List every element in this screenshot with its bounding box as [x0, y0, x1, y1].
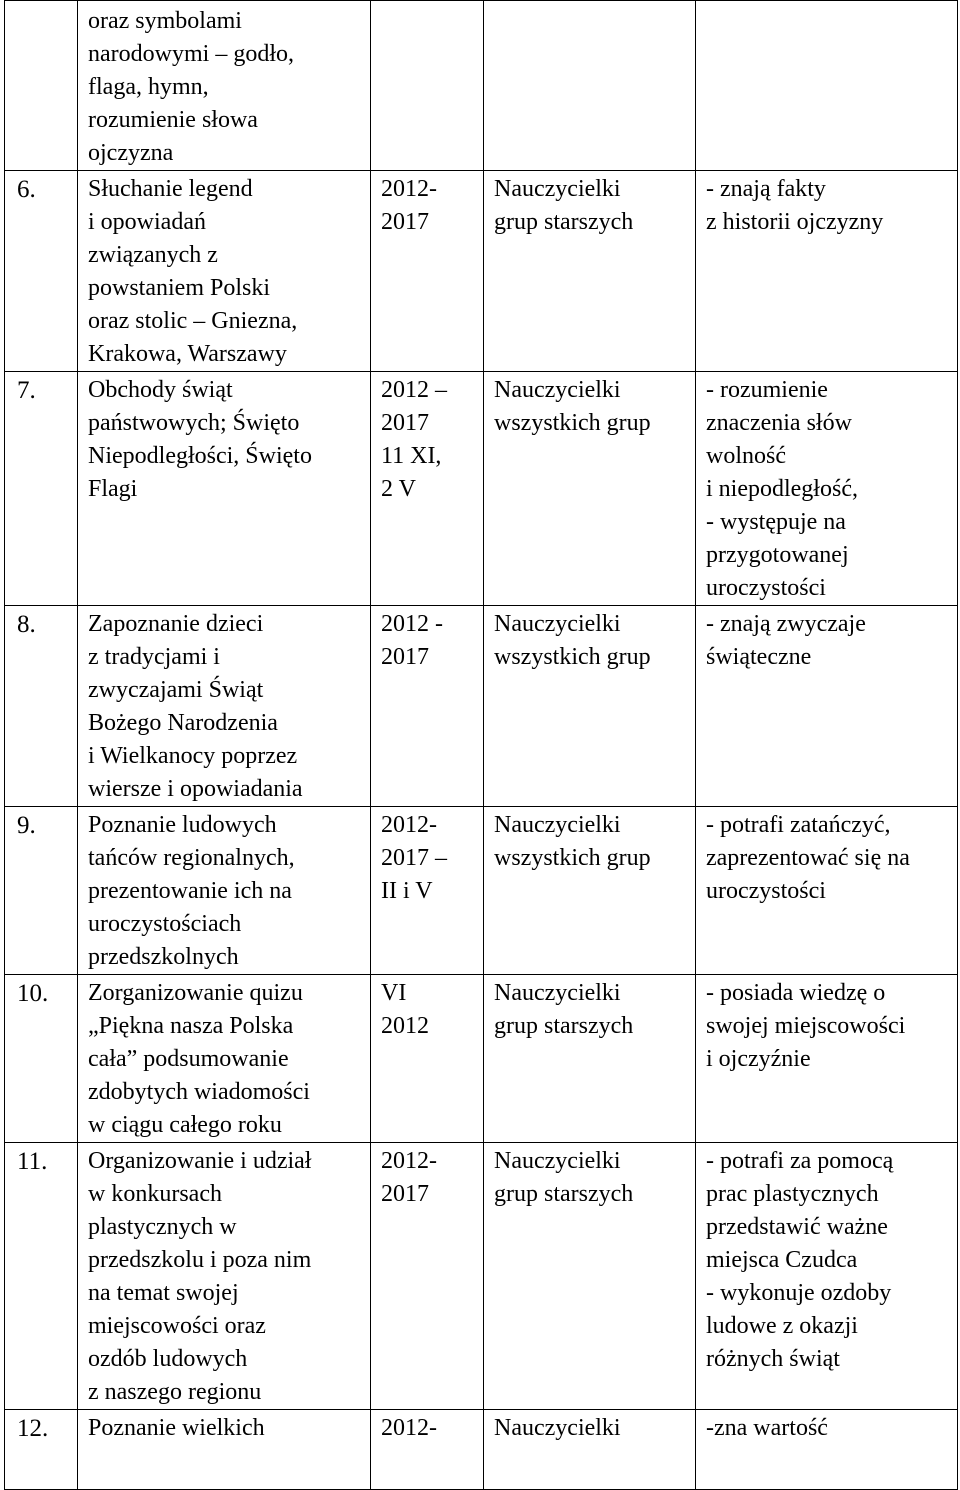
row-number: 7. — [5, 372, 78, 606]
task-cell-line: Słuchanie legend — [88, 176, 253, 202]
date-cell-line: 2017 — [381, 209, 429, 235]
task-cell — [78, 1143, 371, 1410]
task-cell-line: przedszkolu i poza nim — [88, 1247, 312, 1273]
row-number: 12. — [5, 1410, 78, 1490]
date-cell-line: 2012 — [381, 1013, 429, 1039]
task-cell — [78, 807, 371, 975]
date-cell-line: 2012- — [381, 1148, 437, 1174]
task-cell-line: plastycznych w — [88, 1214, 237, 1240]
effect-cell-line: - rozumienie — [706, 377, 828, 403]
task-cell-line: w konkursach — [88, 1181, 222, 1207]
responsible-cell-line: Nauczycielki — [494, 176, 621, 202]
task-cell-line: uroczystościach — [88, 911, 242, 937]
date-cell — [371, 807, 484, 975]
effect-cell-line: - potrafi zatańczyć, — [706, 812, 891, 838]
effect-cell-line: - znają zwyczaje — [706, 611, 866, 637]
task-cell-line: prezentowanie ich na — [88, 878, 292, 904]
task-cell — [78, 1, 371, 171]
responsible-cell — [484, 1410, 696, 1490]
responsible-cell-line: Nauczycielki — [494, 812, 621, 838]
program-table-body — [5, 1, 958, 1490]
task-cell-line: na temat swojej — [88, 1280, 239, 1306]
date-cell-line: 2017 — [381, 410, 429, 436]
table-row — [5, 372, 958, 606]
task-cell-line: Niepodległości, Święto — [88, 443, 312, 469]
task-cell-line: w ciągu całego roku — [88, 1112, 282, 1138]
table-row — [5, 1, 958, 171]
task-cell-line: Organizowanie i udział — [88, 1148, 312, 1174]
task-cell-line: przedszkolnych — [88, 944, 239, 970]
date-cell-line: 2 V — [381, 476, 416, 502]
responsible-cell-line: grup starszych — [494, 1181, 634, 1207]
task-cell — [78, 606, 371, 807]
table-row — [5, 807, 958, 975]
date-cell — [371, 606, 484, 807]
effect-cell — [696, 807, 958, 975]
date-cell — [371, 1, 484, 171]
task-cell-line: ozdób ludowych — [88, 1346, 248, 1372]
date-cell — [371, 1410, 484, 1490]
task-cell-line: Zapoznanie dzieci — [88, 611, 264, 637]
effect-cell — [696, 975, 958, 1143]
task-cell-line: Poznanie ludowych — [88, 812, 277, 838]
task-cell-line: związanych z — [88, 242, 218, 268]
date-cell — [371, 171, 484, 372]
effect-cell — [696, 1143, 958, 1410]
effect-cell-line: - potrafi za pomocą — [706, 1148, 894, 1174]
responsible-cell — [484, 807, 696, 975]
task-cell-line: i Wielkanocy poprzez — [88, 743, 298, 769]
effect-cell-line: swojej miejscowości — [706, 1013, 906, 1039]
effect-cell-line: prac plastycznych — [706, 1181, 879, 1207]
row-number: 6. — [5, 171, 78, 372]
table-row — [5, 1143, 958, 1410]
table-row — [5, 171, 958, 372]
date-cell-line: II i V — [381, 878, 433, 904]
effect-cell-line: zaprezentować się na — [706, 845, 910, 871]
effect-cell-line: - posiada wiedzę o — [706, 980, 886, 1006]
responsible-cell — [484, 975, 696, 1143]
date-cell-line: 2012 - — [381, 611, 443, 637]
task-cell-line: rozumienie słowa — [88, 107, 258, 133]
effect-cell — [696, 171, 958, 372]
task-cell-line: Obchody świąt — [88, 377, 233, 403]
effect-cell-line: przygotowanej — [706, 542, 849, 568]
responsible-cell-line: Nauczycielki — [494, 1415, 621, 1441]
date-cell — [371, 372, 484, 606]
responsible-cell-line: Nauczycielki — [494, 611, 621, 637]
task-cell-line: wiersze i opowiadania — [88, 776, 303, 802]
date-cell-line: 2017 – — [381, 845, 447, 871]
row-number: 10. — [5, 975, 78, 1143]
row-number — [5, 1, 78, 171]
effect-cell-line: i ojczyźnie — [706, 1046, 811, 1072]
task-cell-line: zwyczajami Świąt — [88, 677, 264, 703]
responsible-cell — [484, 1143, 696, 1410]
effect-cell-line: -zna wartość — [706, 1415, 828, 1441]
effect-cell-line: - występuje na — [706, 509, 846, 535]
task-cell-line: „Piękna nasza Polska — [88, 1013, 294, 1039]
responsible-cell-line: grup starszych — [494, 209, 634, 235]
date-cell-line: 2012 – — [381, 377, 447, 403]
effect-cell-line: przedstawić ważne — [706, 1214, 888, 1240]
effect-cell-line: znaczenia słów — [706, 410, 852, 436]
date-cell — [371, 975, 484, 1143]
table-row — [5, 1410, 958, 1490]
task-cell-line: oraz stolic – Gniezna, — [88, 308, 298, 334]
responsible-cell-line: wszystkich grup — [494, 644, 651, 670]
task-cell-line: Bożego Narodzenia — [88, 710, 278, 736]
task-cell-line: narodowymi – godło, — [88, 41, 294, 67]
responsible-cell-line: wszystkich grup — [494, 410, 651, 436]
task-cell-line: Poznanie wielkich — [88, 1415, 265, 1441]
program-table — [4, 0, 958, 1490]
effect-cell-line: i niepodległość, — [706, 476, 858, 502]
effect-cell-line: uroczystości — [706, 878, 826, 904]
date-cell — [371, 1143, 484, 1410]
task-cell-line: tańców regionalnych, — [88, 845, 295, 871]
row-number: 11. — [5, 1143, 78, 1410]
date-cell-line: 2012- — [381, 812, 437, 838]
effect-cell-line: - wykonuje ozdoby — [706, 1280, 892, 1306]
responsible-cell-line: Nauczycielki — [494, 980, 621, 1006]
task-cell-line: Flagi — [88, 476, 138, 502]
effect-cell — [696, 1, 958, 171]
row-number: 9. — [5, 807, 78, 975]
effect-cell — [696, 1410, 958, 1490]
task-cell-line: oraz symbolami — [88, 8, 242, 34]
row-number: 8. — [5, 606, 78, 807]
responsible-cell-line: wszystkich grup — [494, 845, 651, 871]
responsible-cell — [484, 1, 696, 171]
task-cell — [78, 975, 371, 1143]
task-cell-line: państwowych; Święto — [88, 410, 300, 436]
task-cell-line: z naszego regionu — [88, 1379, 262, 1405]
task-cell-line: z tradycjami i — [88, 644, 220, 670]
task-cell-line: Zorganizowanie quizu — [88, 980, 303, 1006]
task-cell-line: Krakowa, Warszawy — [88, 341, 287, 367]
effect-cell-line: z historii ojczyzny — [706, 209, 884, 235]
effect-cell-line: ludowe z okazji — [706, 1313, 858, 1339]
date-cell-line: 2017 — [381, 1181, 429, 1207]
date-cell-line: VI — [381, 980, 407, 1006]
responsible-cell — [484, 606, 696, 807]
task-cell — [78, 171, 371, 372]
responsible-cell — [484, 171, 696, 372]
task-cell-line: i opowiadań — [88, 209, 206, 235]
task-cell-line: miejscowości oraz — [88, 1313, 266, 1339]
effect-cell-line: - znają fakty — [706, 176, 826, 202]
date-cell-line: 2012- — [381, 176, 437, 202]
task-cell-line: zdobytych wiadomości — [88, 1079, 310, 1105]
date-cell-line: 2012- — [381, 1415, 437, 1441]
task-cell-line: ojczyzna — [88, 140, 174, 166]
task-cell-line: flaga, hymn, — [88, 74, 209, 100]
responsible-cell-line: Nauczycielki — [494, 1148, 621, 1174]
date-cell-line: 11 XI, — [381, 443, 442, 469]
responsible-cell — [484, 372, 696, 606]
responsible-cell-line: grup starszych — [494, 1013, 634, 1039]
effect-cell — [696, 372, 958, 606]
effect-cell — [696, 606, 958, 807]
responsible-cell-line: Nauczycielki — [494, 377, 621, 403]
effect-cell-line: świąteczne — [706, 644, 812, 670]
table-row — [5, 606, 958, 807]
date-cell-line: 2017 — [381, 644, 429, 670]
effect-cell-line: uroczystości — [706, 575, 826, 601]
effect-cell-line: wolność — [706, 443, 786, 469]
effect-cell-line: miejsca Czudca — [706, 1247, 858, 1273]
task-cell — [78, 372, 371, 606]
task-cell — [78, 1410, 371, 1490]
effect-cell-line: różnych świąt — [706, 1346, 840, 1372]
table-row — [5, 975, 958, 1143]
task-cell-line: cała” podsumowanie — [88, 1046, 289, 1072]
task-cell-line: powstaniem Polski — [88, 275, 271, 301]
